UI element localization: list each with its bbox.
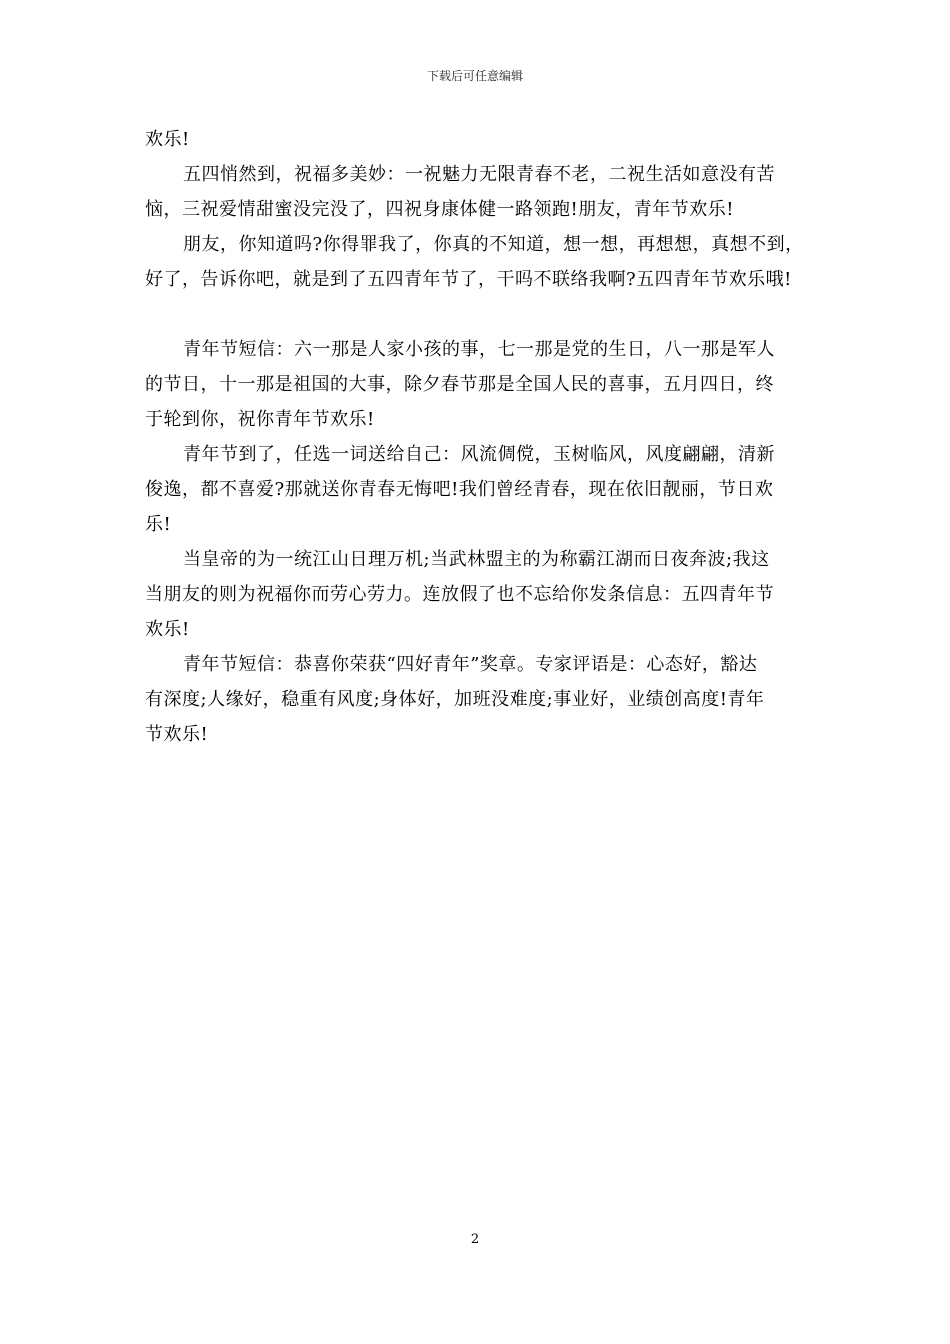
text-line: 有深度;人缘好，稳重有风度;身体好，加班没难度;事业好，业绩创高度!青年 (145, 689, 765, 710)
paragraph-gap (145, 297, 810, 332)
text-line: 欢乐! (145, 619, 190, 640)
text-line: 好了，告诉你吧，就是到了五四青年节了，干吗不联络我啊?五四青年节欢乐哦! (145, 269, 792, 290)
document-body (145, 122, 810, 752)
text-line: 乐! (145, 514, 172, 535)
page-header: 下载后可任意编辑 (426, 69, 523, 83)
paragraph-first-line: 青年节短信：恭喜你荣获“四好青年”奖章。专家评语是：心态好，豁达 (183, 654, 758, 675)
paragraph-first-line: 朋友，你知道吗?你得罪我了，你真的不知道，想一想，再想想，真想不到， (183, 234, 804, 255)
paragraph-first-line: 青年节到了，任选一词送给自己：风流倜傥，玉树临风，风度翩翩，清新 (183, 444, 775, 465)
text-line: 欢乐! (145, 129, 190, 150)
paragraph-first-line: 青年节短信：六一那是人家小孩的事，七一那是党的生日，八一那是军人 (183, 339, 775, 360)
paragraph-first-line: 五四悄然到，祝福多美妙：一祝魅力无限青春不老，二祝生活如意没有苦 (183, 164, 775, 185)
text-line: 节欢乐! (145, 724, 209, 745)
page-number: 2 (470, 1232, 480, 1247)
text-line: 恼，三祝爱情甜蜜没完没了，四祝身康体健一路领跑!朋友，青年节欢乐! (145, 199, 734, 220)
paragraph-first-line: 当皇帝的为一统江山日理万机;当武林盟主的为称霸江湖而日夜奔波;我这 (183, 549, 770, 570)
text-line: 俊逸，都不喜爱?那就送你青春无悔吧!我们曾经青春，现在依旧靓丽，节日欢 (145, 479, 774, 500)
text-line: 当朋友的则为祝福你而劳心劳力。连放假了也不忘给你发条信息：五四青年节 (145, 584, 774, 605)
text-line: 的节日，十一那是祖国的大事，除夕春节那是全国人民的喜事，五月四日，终 (145, 374, 774, 395)
text-line: 于轮到你，祝你青年节欢乐! (145, 409, 375, 430)
